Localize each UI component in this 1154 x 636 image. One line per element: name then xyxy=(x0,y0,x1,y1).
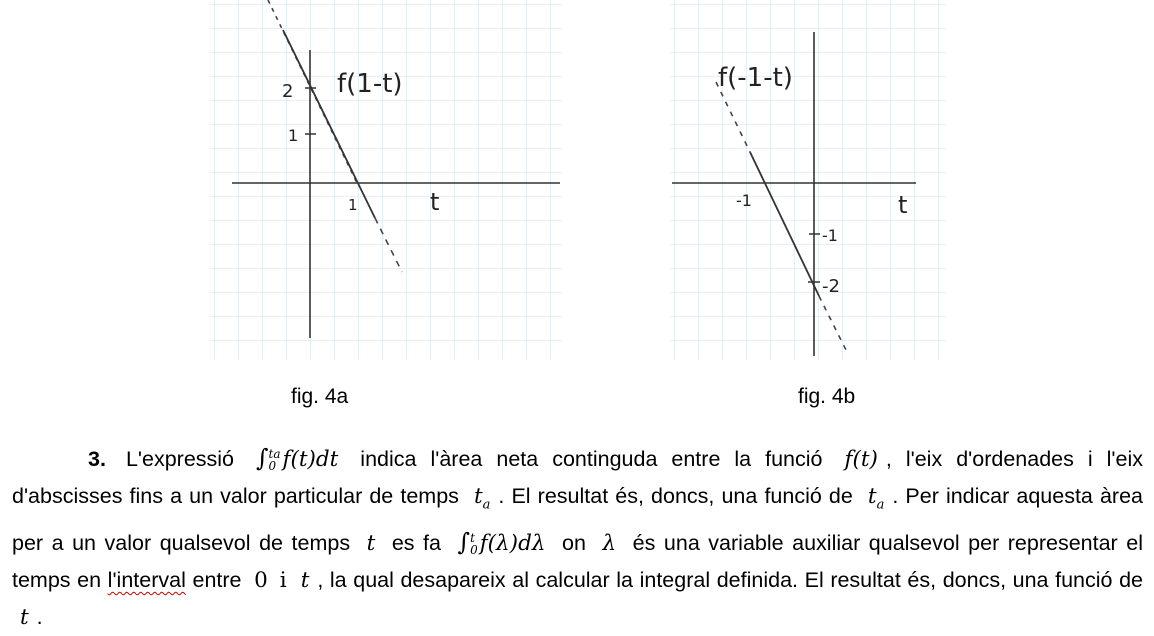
math-ta xyxy=(860,484,892,513)
text-segment: es fa xyxy=(391,530,441,555)
axis-label-t: t xyxy=(898,191,908,219)
caption-fig-4b: fig. 4b xyxy=(798,385,856,408)
integral-t xyxy=(450,527,554,557)
function-label: f(-1-t) xyxy=(718,63,793,93)
integral-limits xyxy=(470,532,478,556)
integral-sign: ∫ xyxy=(457,527,471,556)
math-t: t xyxy=(20,605,29,631)
text-segment: entre xyxy=(192,567,242,592)
math-ft: f(t) xyxy=(844,447,878,472)
tick-label-y-minus-1: -1 xyxy=(822,226,838,245)
tick-label-y-1: 1 xyxy=(288,126,299,145)
math-zero: 0 xyxy=(254,567,268,593)
math-symbol: t xyxy=(474,484,483,510)
tick-label-y-minus-2: -2 xyxy=(822,276,840,297)
text-segment: on xyxy=(562,530,586,555)
text-segment: L'expressió xyxy=(125,447,235,471)
spellcheck-word: l'interval xyxy=(107,567,186,592)
caption-fig-4a: fig. 4a xyxy=(291,385,349,408)
paragraph-3 xyxy=(12,440,1143,636)
text-segment: indica l'àrea neta continguda entre la funció xyxy=(360,447,823,471)
text-segment: . xyxy=(36,605,43,630)
math-t: t xyxy=(300,567,310,593)
math-ta xyxy=(466,484,498,513)
upper-limit: t xyxy=(470,530,475,545)
text-segment: , la qual desapareix al calcular la integral definida. El resultat és, doncs, una funció de xyxy=(317,567,1143,592)
function-label: f(1-t) xyxy=(337,69,403,99)
text-segment: , l'eix d'ordenades i l'eix d'abscisses fins a un valor particular de temps xyxy=(12,447,1143,509)
tick-label-x: 1 xyxy=(348,196,358,214)
figure-4a xyxy=(210,0,562,360)
integrand: f(t)dt xyxy=(282,447,339,472)
math-subscript: a xyxy=(876,497,885,513)
text-segment: . El resultat és, doncs, una funció de xyxy=(498,484,853,509)
tick-label-x: -1 xyxy=(736,191,752,210)
lower-limit: 0 xyxy=(268,459,277,473)
item-number: 3. xyxy=(88,447,106,471)
math-symbol: t xyxy=(867,484,877,510)
text-segment: . Per indicar aquesta àrea per a un valor qualsevol de temps xyxy=(12,484,1143,555)
tick-label-y-2: 2 xyxy=(282,81,294,102)
grid-background xyxy=(670,0,946,360)
math-subscript: a xyxy=(482,497,491,513)
integral-limits xyxy=(269,448,281,472)
lower-limit: 0 xyxy=(470,542,478,557)
math-t: t xyxy=(366,530,376,556)
axis-label-t: t xyxy=(430,188,440,216)
figure-4b xyxy=(670,0,946,360)
math-i: i xyxy=(279,567,287,593)
integral-ta xyxy=(248,444,346,473)
integrand: f(λ)dλ xyxy=(479,530,546,556)
grid-background xyxy=(210,0,562,360)
text-segment: és una variable auxiliar qualsevol per representar el temps en xyxy=(12,530,1143,592)
upper-limit: ta xyxy=(268,447,281,461)
math-lambda: λ xyxy=(602,530,617,556)
integral-sign: ∫ xyxy=(256,444,269,472)
